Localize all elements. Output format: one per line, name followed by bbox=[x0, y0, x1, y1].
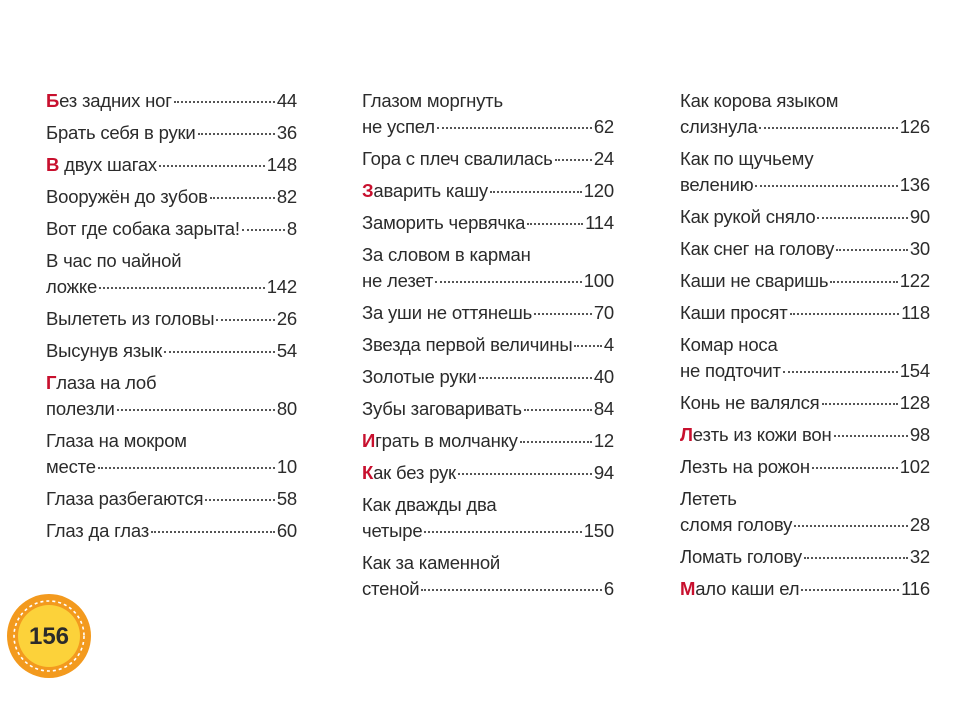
entry-page-number: 90 bbox=[909, 206, 930, 227]
entry-line bbox=[362, 518, 614, 544]
index-entry bbox=[362, 88, 614, 140]
entry-text: сломя голову bbox=[680, 514, 793, 535]
entry-page-number: 4 bbox=[603, 334, 614, 355]
entry-page-number: 80 bbox=[276, 398, 297, 419]
index-entry bbox=[362, 242, 614, 294]
entry-line bbox=[680, 300, 930, 326]
index-entry bbox=[362, 178, 614, 204]
dot-leader bbox=[421, 589, 601, 591]
entry-line bbox=[46, 248, 297, 274]
index-entry bbox=[46, 306, 297, 332]
entry-line bbox=[46, 88, 297, 114]
entry-page-number: 28 bbox=[909, 514, 930, 535]
entry-text: Как за каменной bbox=[362, 552, 501, 573]
index-entry bbox=[362, 332, 614, 358]
entry-text: В двух шагах bbox=[46, 154, 157, 175]
entry-page-number: 82 bbox=[276, 186, 297, 207]
entry-text: Глаза на лоб bbox=[46, 372, 157, 393]
dot-leader bbox=[812, 467, 898, 469]
entry-line bbox=[680, 204, 930, 230]
entry-line bbox=[362, 460, 614, 486]
entry-text: полезли bbox=[46, 398, 115, 419]
entry-text: Каши не сваришь bbox=[680, 270, 829, 291]
dot-leader bbox=[817, 217, 907, 219]
index-entry bbox=[680, 332, 930, 384]
entry-page-number: 84 bbox=[593, 398, 614, 419]
entry-text: Лететь bbox=[680, 488, 737, 509]
entry-line bbox=[680, 454, 930, 480]
dot-leader bbox=[437, 127, 592, 129]
index-entry bbox=[362, 428, 614, 454]
entry-text: За уши не оттянешь bbox=[362, 302, 533, 323]
dot-leader bbox=[198, 133, 275, 135]
index-entry bbox=[46, 428, 297, 480]
entry-line bbox=[680, 114, 930, 140]
index-entry bbox=[46, 338, 297, 364]
entry-line bbox=[46, 274, 297, 300]
entry-text: ложке bbox=[46, 276, 98, 297]
entry-text: Мало каши ел bbox=[680, 578, 800, 599]
index-entry bbox=[680, 486, 930, 538]
entry-page-number: 102 bbox=[899, 456, 930, 477]
entry-page-number: 44 bbox=[276, 90, 297, 111]
entry-text: Глаза разбегаются bbox=[46, 488, 204, 509]
entry-text: Вооружён до зубов bbox=[46, 186, 208, 207]
entry-line bbox=[362, 114, 614, 140]
index-entry bbox=[680, 390, 930, 416]
index-entry bbox=[362, 210, 614, 236]
entry-text: Глаза на мокром bbox=[46, 430, 187, 451]
entry-page-number: 154 bbox=[899, 360, 930, 381]
entry-line bbox=[46, 338, 297, 364]
page-number-badge bbox=[6, 593, 92, 679]
index-entry bbox=[362, 364, 614, 390]
dot-leader bbox=[164, 351, 275, 353]
entry-line bbox=[680, 390, 930, 416]
entry-line bbox=[362, 210, 614, 236]
entry-line bbox=[362, 428, 614, 454]
entry-page-number: 120 bbox=[583, 180, 614, 201]
dot-leader bbox=[574, 345, 601, 347]
entry-line bbox=[680, 146, 930, 172]
entry-text: не лезет bbox=[362, 270, 434, 291]
entry-text: Каши просят bbox=[680, 302, 788, 323]
dot-leader bbox=[524, 409, 592, 411]
dot-leader bbox=[205, 499, 274, 501]
entry-page-number: 60 bbox=[276, 520, 297, 541]
section-initial-letter: М bbox=[680, 578, 696, 599]
entry-line bbox=[362, 178, 614, 204]
entry-page-number: 136 bbox=[899, 174, 930, 195]
dot-leader bbox=[479, 377, 592, 379]
entry-line bbox=[680, 358, 930, 384]
entry-page-number: 128 bbox=[899, 392, 930, 413]
entry-line bbox=[46, 216, 297, 242]
dot-leader bbox=[822, 403, 898, 405]
dot-leader bbox=[210, 197, 275, 199]
entry-text: Звезда первой величины bbox=[362, 334, 573, 355]
section-initial-letter: В bbox=[46, 154, 60, 175]
entry-line bbox=[362, 146, 614, 172]
entry-line bbox=[680, 422, 930, 448]
dot-leader bbox=[242, 229, 285, 231]
entry-text: Конь не валялся bbox=[680, 392, 820, 413]
entry-text: Без задних ног bbox=[46, 90, 172, 111]
dot-leader bbox=[783, 371, 898, 373]
entry-page-number: 6 bbox=[603, 578, 614, 599]
entry-text: слизнула bbox=[680, 116, 758, 137]
entry-line bbox=[680, 576, 930, 602]
entry-page-number: 30 bbox=[909, 238, 930, 259]
entry-page-number: 126 bbox=[899, 116, 930, 137]
entry-text: Как без рук bbox=[362, 462, 456, 483]
index-entry bbox=[46, 216, 297, 242]
entry-page-number: 100 bbox=[583, 270, 614, 291]
section-initial-letter: Г bbox=[46, 372, 57, 393]
entry-page-number: 122 bbox=[899, 270, 930, 291]
dot-leader bbox=[759, 127, 897, 129]
index-entry bbox=[680, 422, 930, 448]
index-column-3 bbox=[680, 88, 930, 608]
entry-text: четыре bbox=[362, 520, 423, 541]
dot-leader bbox=[790, 313, 900, 315]
entry-line bbox=[680, 486, 930, 512]
index-column-1 bbox=[46, 88, 297, 550]
dot-leader bbox=[520, 441, 592, 443]
entry-line bbox=[46, 486, 297, 512]
entry-page-number: 62 bbox=[593, 116, 614, 137]
entry-text: стеной bbox=[362, 578, 420, 599]
entry-text: Играть в молчанку bbox=[362, 430, 518, 451]
entry-text: не подточит bbox=[680, 360, 781, 381]
entry-page-number: 24 bbox=[593, 148, 614, 169]
entry-page-number: 150 bbox=[583, 520, 614, 541]
dot-leader bbox=[755, 185, 897, 187]
entry-text: Зубы заговаривать bbox=[362, 398, 522, 419]
entry-text: Глаз да глаз bbox=[46, 520, 149, 541]
entry-line bbox=[362, 332, 614, 358]
entry-text: В час по чайной bbox=[46, 250, 182, 271]
index-entry bbox=[46, 152, 297, 178]
dot-leader bbox=[117, 409, 275, 411]
entry-text: Заморить червячка bbox=[362, 212, 526, 233]
entry-page-number: 70 bbox=[593, 302, 614, 323]
entry-line bbox=[680, 172, 930, 198]
entry-page-number: 116 bbox=[901, 578, 930, 599]
index-entry bbox=[362, 550, 614, 602]
index-entry bbox=[46, 88, 297, 114]
entry-line bbox=[362, 268, 614, 294]
dot-leader bbox=[836, 249, 908, 251]
entry-text: месте bbox=[46, 456, 96, 477]
entry-line bbox=[362, 492, 614, 518]
dot-leader bbox=[490, 191, 582, 193]
entry-line bbox=[46, 152, 297, 178]
entry-text: Как снег на голову bbox=[680, 238, 835, 259]
entry-text: Высунув язык bbox=[46, 340, 163, 361]
dot-leader bbox=[435, 281, 582, 283]
entry-line bbox=[680, 268, 930, 294]
entry-page-number: 94 bbox=[593, 462, 614, 483]
entry-page-number: 10 bbox=[276, 456, 297, 477]
entry-line bbox=[362, 88, 614, 114]
index-entry bbox=[680, 454, 930, 480]
entry-page-number: 98 bbox=[909, 424, 930, 445]
entry-page-number: 8 bbox=[286, 218, 297, 239]
section-initial-letter: К bbox=[362, 462, 374, 483]
index-entry bbox=[362, 492, 614, 544]
entry-line bbox=[46, 306, 297, 332]
index-entry bbox=[680, 300, 930, 326]
dot-leader bbox=[159, 165, 265, 167]
entry-page-number: 54 bbox=[276, 340, 297, 361]
entry-line bbox=[46, 370, 297, 396]
dot-leader bbox=[98, 467, 275, 469]
entry-page-number: 142 bbox=[266, 276, 297, 297]
entry-line bbox=[362, 396, 614, 422]
entry-text: Глазом моргнуть bbox=[362, 90, 503, 111]
entry-text: Как рукой сняло bbox=[680, 206, 816, 227]
index-entry bbox=[46, 486, 297, 512]
entry-line bbox=[46, 184, 297, 210]
entry-line bbox=[362, 576, 614, 602]
entry-line bbox=[46, 396, 297, 422]
index-entry bbox=[46, 518, 297, 544]
entry-line bbox=[362, 242, 614, 268]
entry-text: За словом в карман bbox=[362, 244, 531, 265]
index-column-2 bbox=[362, 88, 614, 608]
page-badge-graphic bbox=[6, 593, 92, 679]
entry-text: Заварить кашу bbox=[362, 180, 488, 201]
entry-text: Золотые руки bbox=[362, 366, 477, 387]
entry-line bbox=[680, 88, 930, 114]
entry-text: Брать себя в руки bbox=[46, 122, 196, 143]
dot-leader bbox=[527, 223, 583, 225]
index-entry bbox=[362, 396, 614, 422]
entry-page-number: 148 bbox=[266, 154, 297, 175]
index-entry bbox=[680, 576, 930, 602]
entry-line bbox=[46, 518, 297, 544]
dot-leader bbox=[151, 531, 275, 533]
entry-text: Комар носа bbox=[680, 334, 778, 355]
entry-line bbox=[46, 428, 297, 454]
dot-leader bbox=[424, 531, 581, 533]
index-entry bbox=[362, 300, 614, 326]
index-entry bbox=[362, 460, 614, 486]
dot-leader bbox=[804, 557, 908, 559]
index-entry bbox=[46, 184, 297, 210]
index-entry bbox=[680, 236, 930, 262]
dot-leader bbox=[834, 435, 908, 437]
entry-text: Лезть на рожон bbox=[680, 456, 810, 477]
entry-page-number: 12 bbox=[593, 430, 614, 451]
entry-text: Вылететь из головы bbox=[46, 308, 215, 329]
entry-text: велению bbox=[680, 174, 754, 195]
entry-line bbox=[362, 550, 614, 576]
entry-text: Как корова языком bbox=[680, 90, 839, 111]
entry-text: не успел bbox=[362, 116, 435, 137]
index-entry bbox=[680, 544, 930, 570]
dot-leader bbox=[534, 313, 592, 315]
entry-page-number: 32 bbox=[909, 546, 930, 567]
index-entry bbox=[362, 146, 614, 172]
entry-page-number: 40 bbox=[593, 366, 614, 387]
index-entry bbox=[680, 88, 930, 140]
dot-leader bbox=[555, 159, 592, 161]
section-initial-letter: З bbox=[362, 180, 374, 201]
entry-line bbox=[362, 300, 614, 326]
entry-text: Гора с плеч свалилась bbox=[362, 148, 553, 169]
entry-text: Вот где собака зарыта! bbox=[46, 218, 240, 239]
dot-leader bbox=[216, 319, 275, 321]
index-entry bbox=[46, 370, 297, 422]
index-entry bbox=[46, 248, 297, 300]
entry-text: Ломать голову bbox=[680, 546, 802, 567]
entry-line bbox=[680, 544, 930, 570]
section-initial-letter: И bbox=[362, 430, 376, 451]
entry-text: Лезть из кожи вон bbox=[680, 424, 832, 445]
entry-page-number: 26 bbox=[276, 308, 297, 329]
dot-leader bbox=[794, 525, 908, 527]
entry-line bbox=[680, 512, 930, 538]
dot-leader bbox=[458, 473, 592, 475]
dot-leader bbox=[174, 101, 275, 103]
index-entry bbox=[680, 146, 930, 198]
index-entry bbox=[680, 204, 930, 230]
entry-line bbox=[46, 454, 297, 480]
entry-line bbox=[362, 364, 614, 390]
entry-text: Как по щучьему bbox=[680, 148, 814, 169]
index-entry bbox=[680, 268, 930, 294]
dot-leader bbox=[830, 281, 897, 283]
section-initial-letter: Б bbox=[46, 90, 60, 111]
entry-page-number: 118 bbox=[901, 302, 930, 323]
entry-page-number: 58 bbox=[276, 488, 297, 509]
entry-page-number: 114 bbox=[585, 212, 614, 233]
dot-leader bbox=[801, 589, 899, 591]
entry-line bbox=[46, 120, 297, 146]
section-initial-letter: Л bbox=[680, 424, 693, 445]
page-number: 156 bbox=[28, 623, 70, 650]
index-entry bbox=[46, 120, 297, 146]
entry-line bbox=[680, 236, 930, 262]
entry-text: Как дважды два bbox=[362, 494, 497, 515]
entry-line bbox=[680, 332, 930, 358]
dot-leader bbox=[99, 287, 265, 289]
entry-page-number: 36 bbox=[276, 122, 297, 143]
